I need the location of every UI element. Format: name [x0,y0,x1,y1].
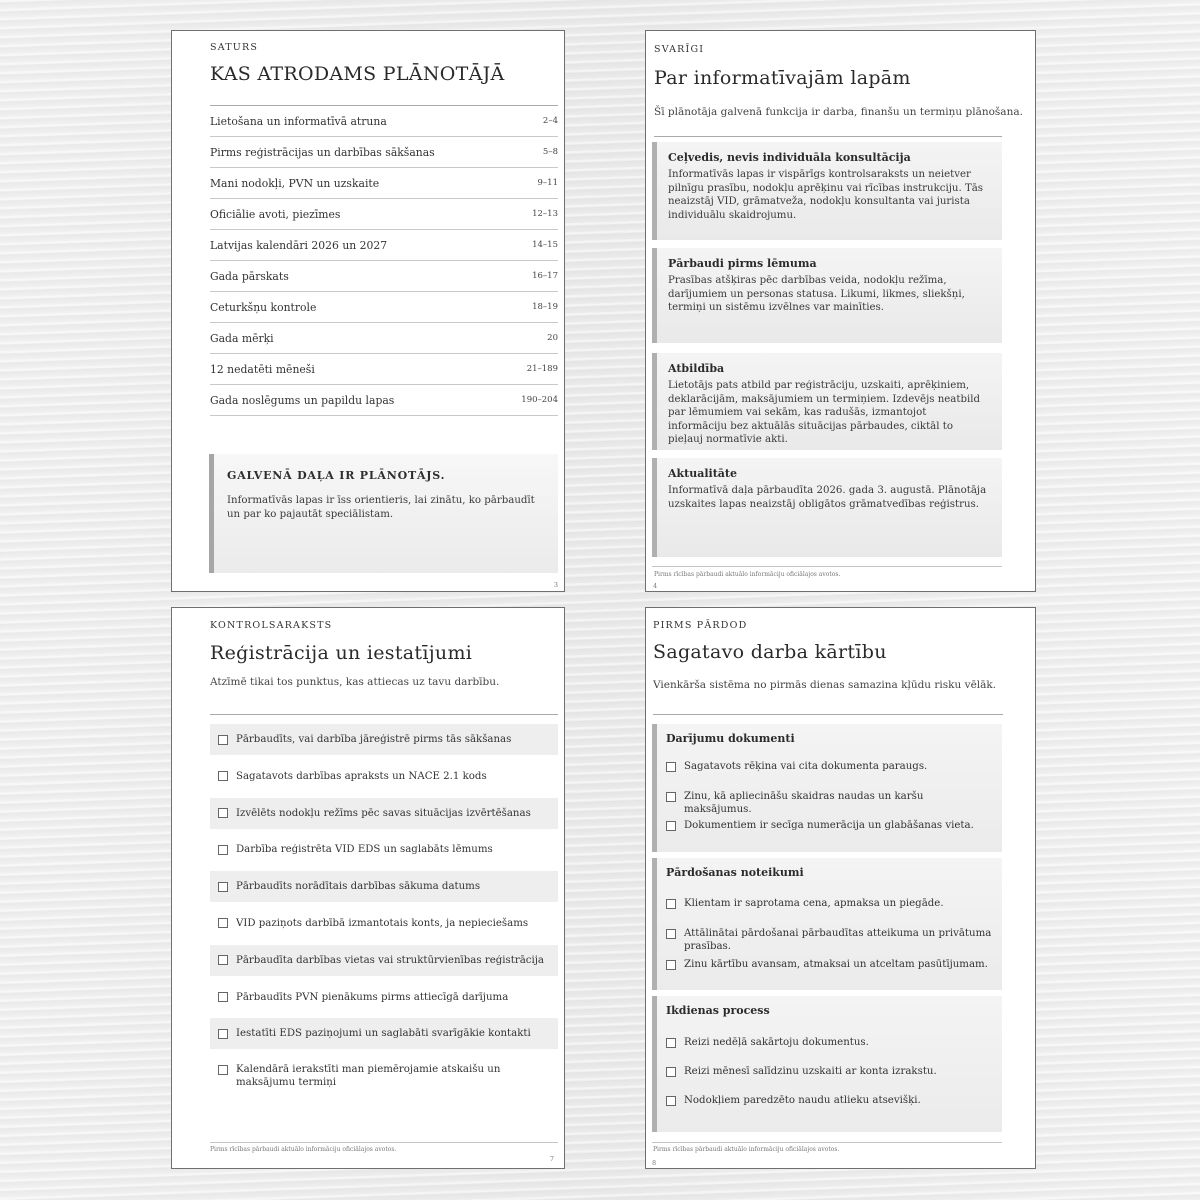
section-heading: Darījumu dokumenti [666,732,795,745]
toc-page-range: 2–4 [542,116,558,126]
toc-row[interactable] [210,106,558,137]
checklist-item-label: Attālinātai pārdošanai pārbaudītas atteikuma un privātuma prasības. [684,928,992,952]
checkbox[interactable] [666,762,676,772]
page-title: KAS ATRODAMS PLĀNOTĀJĀ [210,63,505,85]
checklist-item[interactable] [210,798,558,829]
card-text: Prasības atšķiras pēc darbības veida, nodokļu režīma, darījumiem un personas statusa. Likumi, likmes, sliekšņi, termiņi un sistēmu izvēlnes var mainīties. [668,275,965,313]
card-heading: Atbildība [668,362,725,375]
checklist-item[interactable] [210,834,558,865]
checkbox[interactable] [218,845,228,855]
toc-row[interactable] [210,292,558,323]
page-number: 4 [653,582,658,590]
toc-row[interactable] [210,323,558,354]
checkbox[interactable] [218,808,228,818]
page-title: Reģistrācija un iestatījumi [210,642,473,664]
checklist-item[interactable] [210,871,558,902]
info-card [652,248,1002,343]
checkbox[interactable] [666,821,676,831]
card-accent-bar [652,458,657,557]
checklist-item-label: Pārbaudīts PVN pienākums pirms attiecīgā darījuma [236,991,509,1003]
footnote: Pirms rīcības pārbaudi aktuālo informāciju oficiālajos avotos. [654,571,841,578]
checklist-item[interactable] [210,724,558,755]
checklist-item-label: Pārbaudīts, vai darbība jāreģistrē pirms tās sākšanas [236,734,512,745]
page-3 [171,30,565,592]
checkbox[interactable] [666,929,676,939]
checklist-item-label: Pārbaudīta darbības vietas vai struktūrvienības reģistrācija [236,954,544,966]
toc-row[interactable] [210,230,558,261]
page-eyebrow: PIRMS PĀRDOD [653,620,748,631]
checklist-item[interactable] [210,908,558,939]
toc-label: Gada mērķi [210,331,274,345]
toc-label: Lietošana un informatīvā atruna [210,114,387,128]
checklist-item-label: Pārbaudīts norādītais darbības sākuma datums [236,881,481,893]
toc-page-range: 18–19 [532,302,558,312]
toc-label: Oficiālie avoti, piezīmes [210,207,341,221]
page-number: 3 [553,581,558,589]
card-text: Informatīvās lapas ir vispārīgs kontrolsaraksts un neietver pilnīgu prasību, nodokļu aprēķinu vai rīcības instrukciju. Tās neaizstāj VID, grāmatveža, nodokļu konsultanta vai jurista individuālu skaidrojumu. [668,169,984,221]
checklist-item[interactable] [666,820,992,833]
checkbox[interactable] [666,1067,676,1077]
page-eyebrow: SVARĪGI [654,44,705,55]
toc-label: Pirms reģistrācijas un darbības sākšanas [210,145,435,159]
card-accent-bar [652,353,657,450]
checklist-item[interactable] [666,898,992,911]
checklist-item[interactable] [666,928,992,953]
checkbox[interactable] [666,899,676,909]
footer-rule [210,1142,558,1143]
checkbox[interactable] [218,771,228,781]
checklist-item-label: Dokumentiem ir secīga numerācija un glabāšanas vieta. [684,820,974,831]
card-text: Lietotājs pats atbild par reģistrāciju, uzskaiti, aprēķiniem, deklarācijām, maksājumiem un termiņiem. Izdevējs neatbild par lēmumiem vai sekām, kas radušās, izmantojot informāciju bez aktuālās situācijas pārbaudes, ciktāl to pieļauj normatīvie akti. [668,380,981,445]
callout-text: Informatīvās lapas ir īss orientieris, lai zinātu, ko pārbaudīt un par ko pajautāt speciālistam. [227,495,535,520]
checklist-item-label: Darbība reģistrēta VID EDS un saglabāts lēmums [236,844,493,856]
checkbox[interactable] [218,1029,228,1039]
checklist-item[interactable] [210,982,558,1013]
toc-row[interactable] [210,354,558,385]
checklist-item-label: Klientam ir saprotama cena, apmaksa un piegāde. [684,898,944,909]
toc-row[interactable] [210,137,558,168]
checkbox[interactable] [218,882,228,892]
toc-page-range: 9–11 [537,178,558,188]
page-number: 8 [652,1159,657,1167]
card-heading: Ceļvedis, nevis individuāla konsultācija [668,151,911,164]
info-card [652,458,1002,557]
checkbox[interactable] [218,992,228,1002]
toc-label: 12 nedatēti mēneši [210,362,315,376]
callout-title: GALVENĀ DAĻA IR PLĀNOTĀJS. [227,469,446,482]
title-rule [210,714,558,715]
page-eyebrow: SATURS [210,42,259,53]
checklist-item-label: VID paziņots darbībā izmantotais konts, ja nepieciešams [236,917,529,929]
callout-accent-bar [209,454,214,573]
footnote: Pirms rīcības pārbaudi aktuālo informāciju oficiālajos avotos. [653,1146,840,1153]
page-title: Sagatavo darba kārtību [653,641,887,663]
info-card [652,142,1002,240]
footnote: Pirms rīcības pārbaudi aktuālo informāciju oficiālajos avotos. [210,1146,397,1153]
checklist-item[interactable] [666,761,992,774]
page-eyebrow: KONTROLSARAKSTS [210,620,333,631]
footer-rule [652,1142,1002,1143]
section-heading: Ikdienas process [666,1004,770,1017]
section-accent-bar [652,724,657,852]
checklist-item[interactable] [666,791,992,816]
checklist-item[interactable] [210,761,558,792]
toc-page-range: 21–189 [526,364,558,374]
checkbox[interactable] [666,1038,676,1048]
checklist [210,724,558,1101]
checklist-section [652,724,1002,852]
checklist-item-label: Iestatīti EDS paziņojumi un saglabāti svarīgākie kontakti [236,1028,531,1040]
page-8 [645,607,1036,1169]
section-accent-bar [652,996,657,1132]
card-accent-bar [652,142,657,240]
checklist-item[interactable] [210,945,558,976]
checklist-item-label: Reizi mēnesī salīdzinu uzskaiti ar konta izrakstu. [684,1066,937,1077]
page-subtitle: Atzīmē tikai tos punktus, kas attiecas uz tavu darbību. [210,676,500,688]
info-card [652,353,1002,450]
toc-page-range: 14–15 [532,240,558,250]
toc-row[interactable] [210,199,558,230]
page-subtitle: Vienkārša sistēma no pirmās dienas samazina kļūdu risku vēlāk. [653,679,997,691]
toc-row[interactable] [210,261,558,292]
page-4 [645,30,1036,592]
checkbox[interactable] [666,960,676,970]
checkbox[interactable] [218,918,228,928]
toc-row[interactable] [210,168,558,199]
checklist-item-label: Zinu, kā apliecināšu skaidras naudas un karšu maksājumus. [684,791,924,815]
toc-label: Gada pārskats [210,269,289,283]
section-accent-bar [652,858,657,990]
card-accent-bar [652,248,657,343]
toc-label: Gada noslēgums un papildu lapas [210,393,395,407]
checklist-item[interactable] [666,1066,992,1079]
title-rule [653,714,1003,715]
toc-label: Mani nodokļi, PVN un uzskaite [210,176,380,190]
checklist-item[interactable] [210,1018,558,1049]
card-heading: Pārbaudi pirms lēmuma [668,257,817,270]
checklist-item-label: Zinu kārtību avansam, atmaksai un atceltam pasūtījumam. [684,959,988,970]
checklist-section [652,996,1002,1132]
checkbox[interactable] [666,792,676,802]
page-subtitle: Šī plānotāja galvenā funkcija ir darba, finanšu un termiņu plānošana. [654,106,1023,118]
card-heading: Aktualitāte [668,467,738,480]
footer-rule [652,566,1002,567]
page-7 [171,607,565,1169]
toc-label: Latvijas kalendāri 2026 un 2027 [210,238,388,252]
checklist-item-label: Nodokļiem paredzēto naudu atlieku atsevišķi. [684,1095,921,1106]
checkbox[interactable] [218,735,228,745]
checklist-item-label: Sagatavots rēķina vai cita dokumenta paraugs. [684,761,928,772]
checklist-item[interactable] [666,959,992,972]
checklist-item-label: Kalendārā ierakstīti man piemērojamie atskaišu un maksājumu termiņi [236,1064,501,1089]
toc-page-range: 12–13 [532,209,558,219]
checklist-item-label: Sagatavots darbības apraksts un NACE 2.1 kods [236,770,487,782]
toc-page-range: 190–204 [521,395,558,405]
toc-page-range: 20 [547,333,558,343]
checklist-item-label: Reizi nedēļā sakārtoju dokumentus. [684,1037,869,1048]
checklist-item[interactable] [666,1095,992,1108]
toc-page-range: 5–8 [542,147,558,157]
toc-label: Ceturkšņu kontrole [210,300,317,314]
checklist-section [652,858,1002,990]
checklist-item[interactable] [666,1037,992,1050]
card-text: Informatīvā daļa pārbaudīta 2026. gada 3. augustā. Plānotāja uzskaites lapas neaizstāj obligātos grāmatvedības reģistrus. [668,485,987,510]
page-number: 7 [549,1155,554,1163]
toc-page-range: 16–17 [532,271,558,281]
page-title: Par informatīvajām lapām [654,67,911,89]
checkbox[interactable] [218,955,228,965]
section-heading: Pārdošanas noteikumi [666,866,804,879]
title-rule [654,136,1002,137]
toc-row[interactable] [210,385,558,416]
checkbox[interactable] [666,1096,676,1106]
table-of-contents [210,106,558,416]
callout-box [209,454,558,573]
checklist-item-label: Izvēlēts nodokļu režīms pēc savas situācijas izvērtēšanas [236,807,531,819]
checkbox[interactable] [218,1065,228,1075]
checklist-item[interactable] [210,1055,558,1095]
